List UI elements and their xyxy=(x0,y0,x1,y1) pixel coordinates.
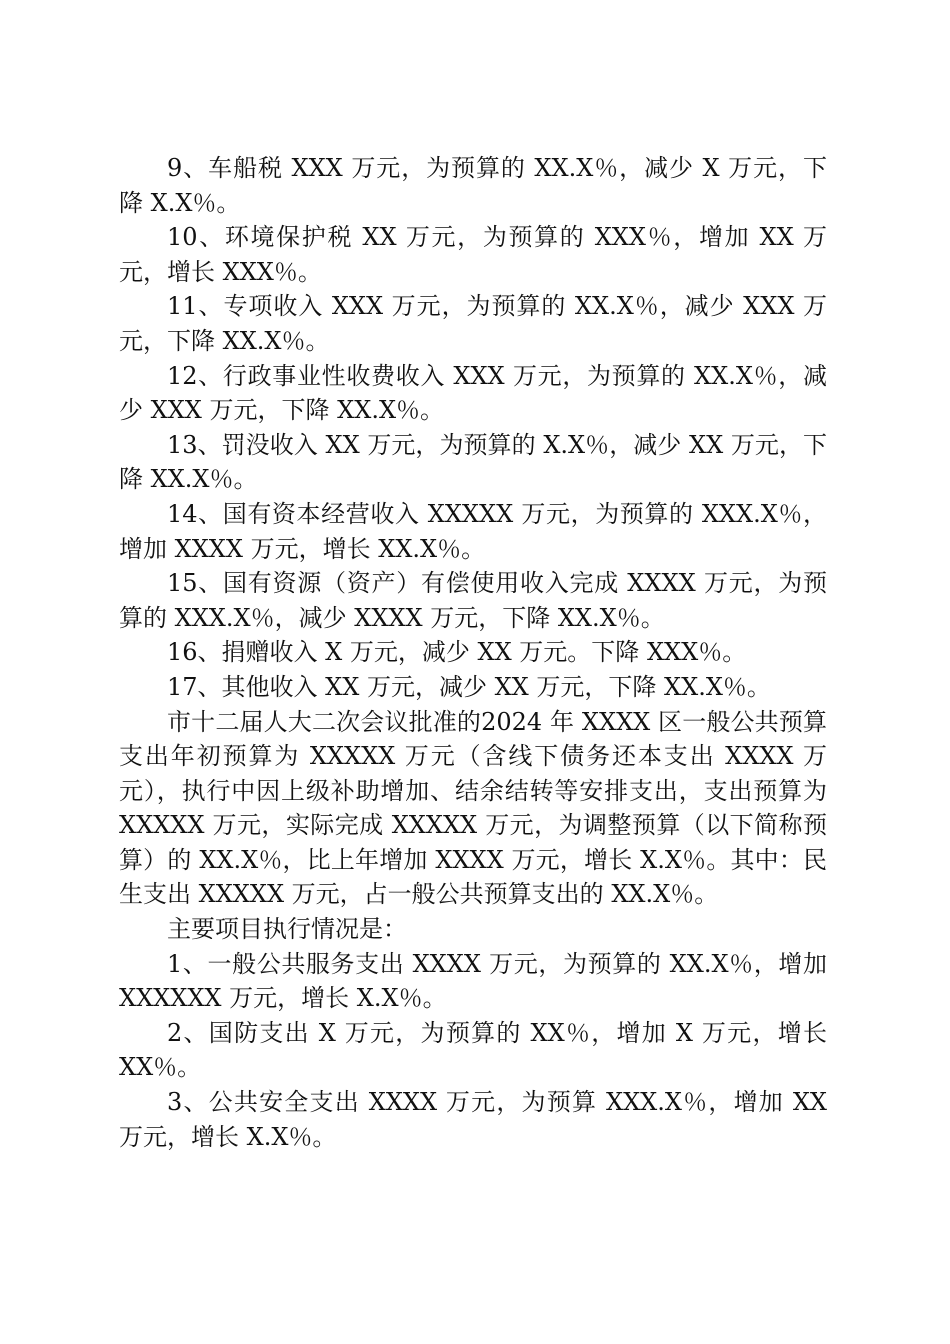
paragraph-environmental-tax: 10、环境保护税 XX 万元，为预算的 XXX％，增加 XX 万元，增长 XXX％。 xyxy=(119,223,827,286)
paragraph-national-defense: 2、国防支出 X 万元，为预算的 XX％，增加 X 万元，增长 XX％。 xyxy=(119,1018,827,1082)
paragraph-donation-revenue: 16、捐赠收入 X 万元，减少 XX 万元。下降 XXX％。 xyxy=(167,638,747,667)
paragraph-main-items-heading: 主要项目执行情况是： xyxy=(167,915,407,944)
paragraph-general-public-services: 1、一般公共服务支出 XXXX 万元，为预算的 XX.X％，增加 XXXXXX 万元，增长 X.X％。 xyxy=(119,949,827,1013)
document-body xyxy=(119,151,827,1154)
paragraph-expenditure-summary: 市十二届人大二次会议批准的2024 年 XXXX 区一般公共预算支出年初预算为 XXXXX 万元（含线下债务还本支出 XXXX 万元），执行中因上级补助增加、结余结转等安排支出，支出预算为 XXXXX 万元，实际完成 XXXXX 万元，为调整预算（以下简称预算）的 XX.X％，比上年增加 XXXX 万元，增长 X.X％。其中：民生支出 XXXXX 万元，占一般公共预算支出的 XX.X％。 xyxy=(119,707,827,909)
paragraph-vehicle-vessel-tax: 9、车船税 XXX 万元，为预算的 XX.X％，减少 X 万元，下降 X.X％。 xyxy=(119,154,827,217)
paragraph-special-revenue: 11、专项收入 XXX 万元，为预算的 XX.X％，减少 XXX 万元，下降 XX.X％。 xyxy=(119,292,827,355)
paragraph-administrative-fees: 12、行政事业性收费收入 XXX 万元，为预算的 XX.X％，减少 XXX 万元，下降 XX.X％。 xyxy=(119,361,827,425)
paragraph-state-capital-revenue: 14、国有资本经营收入 XXXXX 万元，为预算的 XXX.X％，增加 XXXX 万元，增长 XX.X％。 xyxy=(119,499,827,563)
paragraph-fines-confiscation: 13、罚没收入 XX 万元，为预算的 X.X％，减少 XX 万元，下降 XX.X％。 xyxy=(119,430,827,494)
paragraph-other-revenue: 17、其他收入 XX 万元，减少 XX 万元，下降 XX.X％。 xyxy=(167,672,771,701)
paragraph-public-security: 3、公共安全支出 XXXX 万元，为预算 XXX.X％，增加 XX 万元，增长 X.X％。 xyxy=(119,1088,827,1151)
paragraph-state-resources-revenue: 15、国有资源（资产）有偿使用收入完成 XXXX 万元，为预算的 XXX.X％，减少 XXXX 万元，下降 XX.X％。 xyxy=(119,569,827,632)
